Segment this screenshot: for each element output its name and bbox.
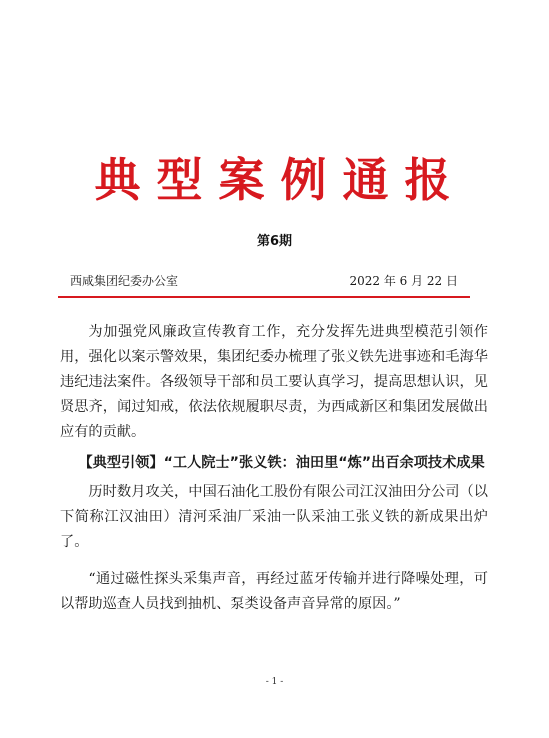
- issue-number: 第6期: [256, 234, 293, 249]
- red-divider-line: [58, 296, 470, 298]
- issue-date: 2022 年 6 月 22 日: [349, 274, 458, 288]
- page-number: - 1 -: [265, 677, 284, 687]
- issuer-row: [70, 272, 470, 290]
- section-heading: 【典型引领】“工人院士”张义铁：油田里“炼”出百余项技术成果: [78, 455, 485, 471]
- document-body: [60, 320, 488, 617]
- masthead-title: 典型案例通报: [94, 153, 467, 207]
- issuing-organization: 西咸集团纪委办公室: [70, 274, 179, 288]
- body-paragraph: 历时数月攻关，中国石油化工股份有限公司江汉油田分公司（以下简称江汉油田）清河采油厂采油一队采油工张义铁的新成果出炉了。: [60, 484, 488, 550]
- intro-paragraph: 为加强党风廉政宣传教育工作，充分发挥先进典型模范引领作用，强化以案示警效果，集团纪委办梳理了张义铁先进事迹和毛海华违纪违法案件。各级领导干部和员工要认真学习，提高思想认识，见贤思齐，闻过知戒，依法依规履职尽责，为西咸新区和集团发展做出应有的贡献。: [60, 324, 488, 440]
- quote-paragraph: “通过磁性探头采集声音，再经过蓝牙传输并进行降噪处理，可以帮助巡查人员找到抽机、泵类设备声音异常的原因。”: [60, 571, 488, 612]
